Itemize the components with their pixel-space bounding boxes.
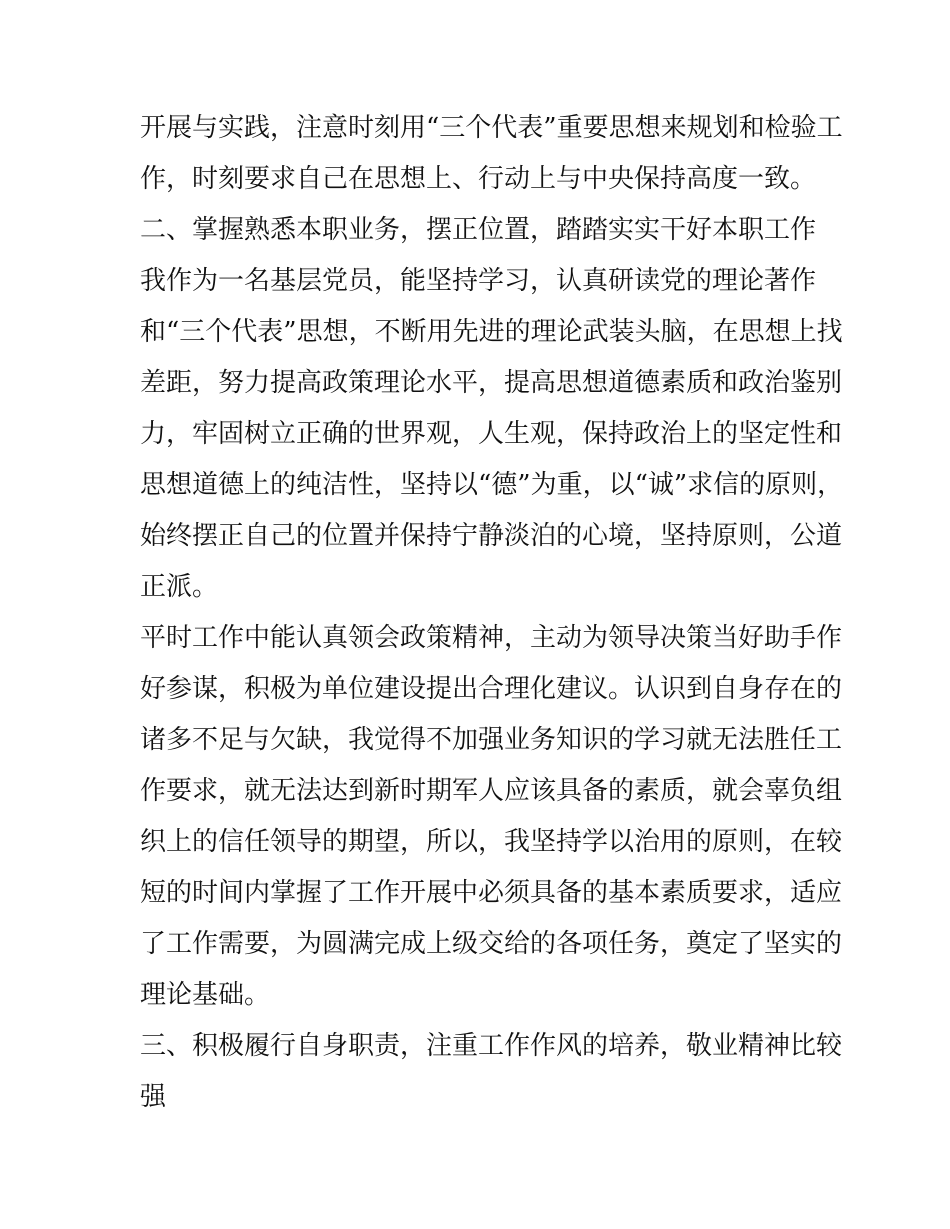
text-line: 我作为一名基层党员，能坚持学习，认真研读党的理论著作 bbox=[140, 266, 817, 296]
text-line: 短的时间内掌握了工作开展中必须具备的基本素质要求，适应 bbox=[140, 878, 843, 908]
section-heading-2: 二、掌握熟悉本职业务，摆正位置，踏踏实实干好本职工作 bbox=[140, 215, 817, 245]
text-line: 作要求，就无法达到新时期军人应该具备的素质，就会辜负组 bbox=[140, 776, 843, 806]
text-line: 好参谋，积极为单位建设提出合理化建议。认识到自身存在的 bbox=[140, 674, 843, 704]
document-body bbox=[140, 103, 844, 1123]
text-line: 诸多不足与欠缺，我觉得不加强业务知识的学习就无法胜任工 bbox=[140, 725, 843, 755]
text-line: 思想道德上的纯洁性，坚持以“德”为重，以“诚”求信的原则， bbox=[140, 470, 844, 500]
text-line: 织上的信任领导的期望，所以，我坚持学以治用的原则，在较 bbox=[140, 827, 843, 857]
text-line: 差距，努力提高政策理论水平，提高思想道德素质和政治鉴别 bbox=[140, 368, 843, 398]
text-line: 开展与实践，注意时刻用“三个代表”重要思想来规划和检验工 bbox=[140, 113, 843, 143]
text-line: 强 bbox=[140, 1082, 167, 1112]
text-line: 平时工作中能认真领会政策精神，主动为领导决策当好助手作 bbox=[140, 623, 843, 653]
text-line: 力，牢固树立正确的世界观，人生观，保持政治上的坚定性和 bbox=[140, 419, 843, 449]
section-heading-3: 三、积极履行自身职责，注重工作作风的培养，敬业精神比较 bbox=[140, 1031, 843, 1061]
text-line: 和“三个代表”思想，不断用先进的理论武装头脑，在思想上找 bbox=[140, 317, 843, 347]
text-line: 正派。 bbox=[140, 572, 219, 602]
text-line: 始终摆正自己的位置并保持宁静淡泊的心境，坚持原则，公道 bbox=[140, 521, 843, 551]
text-line: 了工作需要，为圆满完成上级交给的各项任务，奠定了坚实的 bbox=[140, 929, 843, 959]
text-line: 作，时刻要求自己在思想上、行动上与中央保持高度一致。 bbox=[140, 164, 817, 194]
text-line: 理论基础。 bbox=[140, 980, 271, 1010]
